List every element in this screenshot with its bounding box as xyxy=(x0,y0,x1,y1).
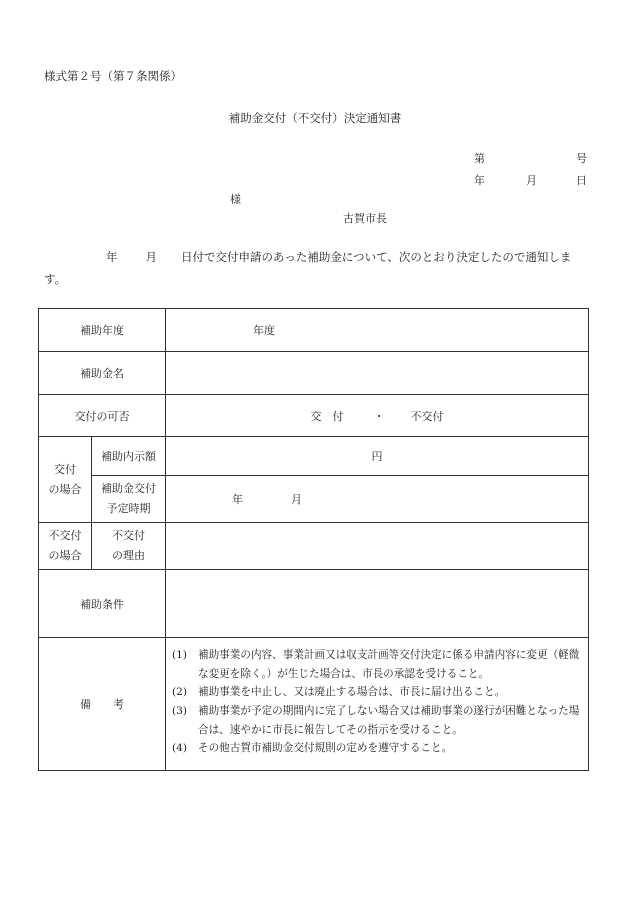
reason-label xyxy=(92,523,166,570)
nongrant-case-label xyxy=(39,523,92,570)
timing-cell xyxy=(166,476,589,523)
timing-month: 月 xyxy=(291,493,302,506)
table-row xyxy=(39,395,589,437)
number-suffix: 号 xyxy=(576,152,587,165)
decision-label: 交付の可否 xyxy=(39,395,166,437)
timing-label xyxy=(92,476,166,523)
remark-item xyxy=(172,702,582,739)
reason-cell xyxy=(166,523,589,570)
intro-year: 年 xyxy=(106,250,118,264)
intro-paragraph xyxy=(44,246,592,290)
remark-number: (4) xyxy=(172,742,188,755)
table-row xyxy=(39,352,589,395)
intro-text: 日付で交付申請のあった補助金について、次のとおり決定したので通知します。 xyxy=(44,250,572,286)
decision-cell xyxy=(166,395,589,437)
remarks-label: 備 考 xyxy=(39,638,166,771)
decision-separator: ・ xyxy=(373,409,385,423)
table-row xyxy=(39,638,589,771)
fiscal-year-cell xyxy=(166,309,589,352)
remark-item xyxy=(172,646,582,683)
recipient-honorific: 様 xyxy=(230,193,241,206)
table-row xyxy=(39,523,589,570)
fiscal-year-unit: 年度 xyxy=(253,324,275,337)
remarks-list xyxy=(166,644,588,764)
reason-line1: 不交付 xyxy=(112,529,145,542)
date-day: 日 xyxy=(576,174,587,187)
remark-text: 補助事業の内容、事業計画又は収支計画等交付決定に係る申請内容に変更（軽微な変更を除く。）が生じた場合は、市長の承認を受けること。 xyxy=(198,649,580,680)
amount-label: 補助内示額 xyxy=(92,437,166,476)
remark-text: 補助事業が予定の期間内に完了しない場合又は補助事業の遂行が困難となった場合は、速やかに市長に報告してその指示を受けること。 xyxy=(198,705,580,736)
grant-case-line1: 交付 xyxy=(54,462,76,476)
subsidy-name-label: 補助金名 xyxy=(39,352,166,395)
decision-table xyxy=(38,308,589,771)
timing-label-line1: 補助金交付 xyxy=(101,482,156,495)
subsidy-name-cell xyxy=(166,352,589,395)
remark-number: (3) xyxy=(172,705,188,717)
decision-grant: 交 付 xyxy=(310,409,344,423)
reason-line2: の理由 xyxy=(112,549,145,562)
date-month: 月 xyxy=(526,174,537,187)
table-row xyxy=(39,309,589,352)
amount-unit: 円 xyxy=(371,450,383,463)
table-row xyxy=(39,476,589,523)
fiscal-year-label: 補助年度 xyxy=(39,309,166,352)
grant-case-label xyxy=(39,437,92,523)
remark-item xyxy=(172,739,582,758)
nongrant-case-line1: 不交付 xyxy=(48,529,82,542)
remark-text: その他古賀市補助金交付規則の定めを遵守すること。 xyxy=(198,742,453,755)
table-row xyxy=(39,570,589,638)
timing-label-line2: 予定時期 xyxy=(106,502,151,515)
remark-text: 補助事業を中止し、又は廃止する場合は、市長に届け出ること。 xyxy=(198,686,506,699)
remark-item xyxy=(172,683,582,702)
conditions-cell xyxy=(166,570,589,638)
nongrant-case-line2: の場合 xyxy=(48,549,82,562)
decision-nongrant: 不交付 xyxy=(410,409,444,423)
issuer-name: 古賀市長 xyxy=(343,212,387,225)
remark-number: (1) xyxy=(172,649,188,662)
date-year: 年 xyxy=(474,174,485,187)
table-row xyxy=(39,437,589,476)
conditions-label: 補助条件 xyxy=(39,570,166,638)
form-number-label: 様式第２号（第７条関係） xyxy=(44,69,182,83)
timing-year: 年 xyxy=(232,493,243,506)
grant-case-line2: の場合 xyxy=(48,482,82,496)
number-prefix: 第 xyxy=(474,152,485,165)
document-title: 補助金交付（不交付）決定通知書 xyxy=(228,111,402,125)
remarks-cell xyxy=(166,638,589,771)
intro-month: 月 xyxy=(145,250,157,264)
remark-number: (2) xyxy=(172,686,188,699)
amount-cell xyxy=(166,437,589,476)
